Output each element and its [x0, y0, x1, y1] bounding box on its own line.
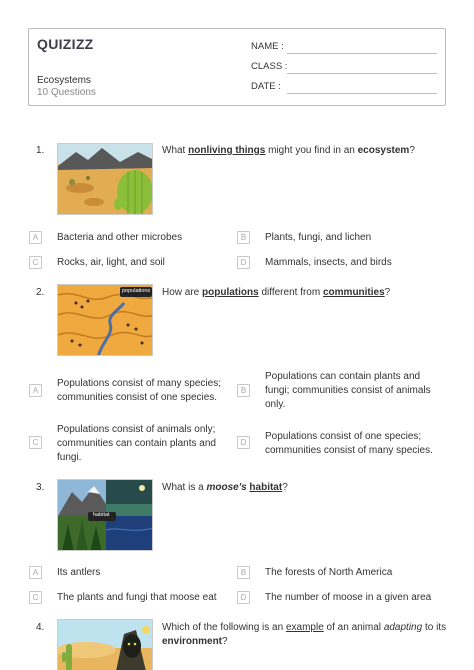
option-letter[interactable]: D: [237, 436, 250, 449]
desert-illustration: [58, 144, 153, 215]
question-text-part: ?: [222, 636, 228, 647]
option-letter[interactable]: B: [237, 566, 250, 579]
question-keyword: environment: [162, 636, 223, 647]
option-letter[interactable]: A: [29, 384, 42, 397]
habitat-label: habitat: [93, 512, 110, 518]
question-text: [162, 621, 452, 649]
question-number: 2.: [36, 287, 45, 298]
option-letter[interactable]: A: [29, 231, 42, 244]
question-text: [162, 286, 452, 300]
question-keyword: moose's: [206, 482, 247, 493]
date-label: DATE :: [251, 81, 281, 92]
question-text-part: different from: [258, 287, 323, 298]
worksheet-title: Ecosystems: [37, 75, 91, 86]
question-text-part: Which of the following is an: [162, 622, 286, 633]
question-text-part: ?: [409, 145, 415, 156]
question-keyword: example: [285, 622, 324, 633]
option-text[interactable]: Populations consist of one species; communities consist of many species.: [265, 431, 433, 456]
option-text[interactable]: Populations can contain plants and fungi; communities consist of animals only.: [265, 371, 431, 410]
question-text-part: ?: [282, 482, 288, 493]
option-text[interactable]: Populations consist of animals only; communities can contain plants and fungi.: [57, 424, 216, 463]
option-text[interactable]: The forests of North America: [265, 567, 393, 578]
question-text: [162, 481, 452, 495]
populations-label: populations: [122, 288, 151, 294]
option-letter[interactable]: B: [237, 384, 250, 397]
option-letter[interactable]: C: [29, 256, 42, 269]
option-text[interactable]: Plants, fungi, and lichen: [265, 232, 372, 243]
name-line: [287, 53, 437, 54]
desert-image: [57, 143, 153, 215]
question-text-part: What is a: [162, 482, 207, 493]
option-letter[interactable]: A: [29, 566, 42, 579]
question-keyword: adapting: [383, 622, 423, 633]
option-letter[interactable]: D: [237, 256, 250, 269]
option-text[interactable]: The number of moose in a given area: [265, 592, 432, 603]
adaptation-image: [57, 619, 153, 670]
option-text[interactable]: Bacteria and other microbes: [57, 232, 183, 243]
question-keyword: ecosystem: [357, 145, 410, 156]
question-text: [162, 144, 452, 158]
question-text-part: of an animal: [323, 622, 384, 633]
question-text-part: What: [162, 145, 189, 156]
question-text-part: to its: [422, 622, 447, 633]
question-keyword: communities: [322, 287, 385, 298]
question-text-part: How are: [162, 287, 203, 298]
name-label: NAME :: [251, 41, 284, 52]
question-text-part: might you find in an: [265, 145, 358, 156]
populations-image: [57, 284, 153, 356]
option-letter[interactable]: D: [237, 591, 250, 604]
option-text[interactable]: Mammals, insects, and birds: [265, 257, 392, 268]
option-text[interactable]: Its antlers: [57, 567, 101, 578]
class-line: [287, 73, 437, 74]
question-count: 10 Questions: [37, 87, 96, 98]
question-keyword: populations: [202, 287, 259, 298]
question-number: 4.: [36, 622, 45, 633]
class-label: CLASS :: [251, 61, 288, 72]
question-keyword: habitat: [249, 482, 283, 493]
populations-map: [58, 285, 153, 356]
habitat-image: [57, 479, 153, 551]
question-number: 1.: [36, 145, 45, 156]
option-letter[interactable]: B: [237, 231, 250, 244]
option-letter[interactable]: C: [29, 591, 42, 604]
date-field[interactable]: [251, 81, 441, 95]
question-number: 3.: [36, 482, 45, 493]
adaptation-illustration: [58, 620, 153, 670]
option-text[interactable]: Populations consist of many species; communities consist of one species.: [57, 378, 221, 403]
class-field[interactable]: [251, 61, 441, 75]
name-field[interactable]: [251, 41, 441, 55]
question-text-part: ?: [384, 287, 391, 298]
option-text[interactable]: The plants and fungi that moose eat: [57, 592, 217, 603]
date-line: [287, 93, 437, 94]
worksheet-header: [28, 28, 446, 106]
question-keyword: nonliving things: [188, 145, 266, 156]
quizizz-logo: QUIZIZZ: [37, 36, 94, 52]
option-text[interactable]: Rocks, air, light, and soil: [57, 257, 165, 268]
option-letter[interactable]: C: [29, 436, 42, 449]
